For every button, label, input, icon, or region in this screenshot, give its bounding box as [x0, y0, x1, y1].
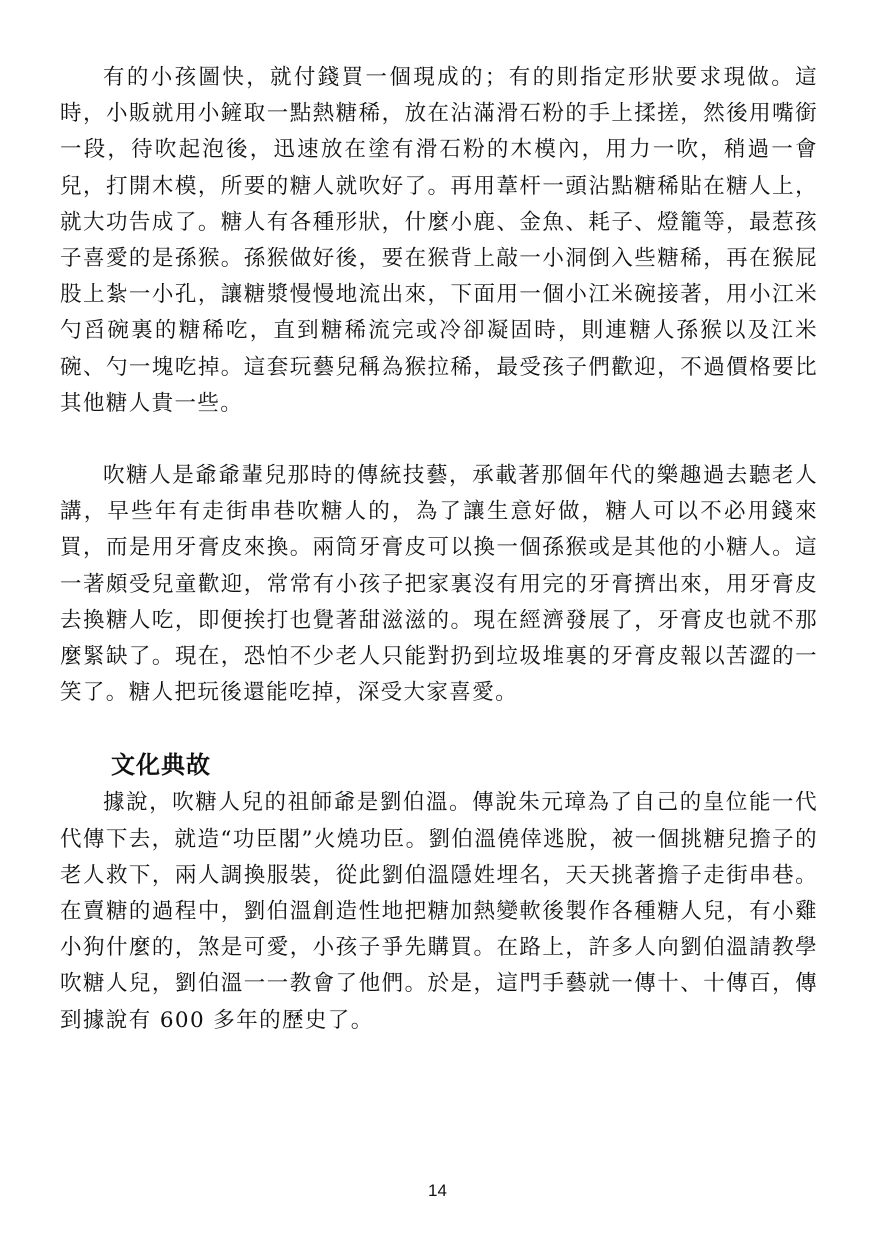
page-number: 14: [428, 1181, 447, 1200]
paragraph-gap: [60, 711, 818, 747]
paragraph-sugar-figures-making: 有的小孩圖快，就付錢買一個現成的；有的則指定形狀要求現做。這時，小販就用小鏟取一點熱糖稀，放在沾滿滑石粉的手上揉搓，然後用嘴銜一段，待吹起泡後，迅速放在塗有滑石粉的木模內，用力一吹，稍過一會兒，打開木模，所要的糖人就吹好了。再用葦杆一頭沾點糖稀貼在糖人上，就大功告成了。糖人有各種形狀，什麼小鹿、金魚、耗子、燈籠等，最惹孩子喜愛的是孫猴。孫猴做好後，要在猴背上敲一小洞倒入些糖稀，再在猴屁股上紮一小孔，讓糖漿慢慢地流出來，下面用一個小江米碗接著，用小江米勺舀碗裏的糖稀吃，直到糖稀流完或冷卻凝固時，則連糖人孫猴以及江米碗、勺一塊吃掉。這套玩藝兒稱為猴拉稀，最受孩子們歡迎，不過價格要比其他糖人貴一些。: [60, 65, 818, 416]
document-body: [60, 60, 818, 1039]
paragraph-cultural-origin: 據說，吹糖人兒的祖師爺是劉伯溫。傳說朱元璋為了自己的皇位能一代代傳下去，就造“功臣閣”火燒功臣。劉伯溫僥倖逃脫，被一個挑糖兒擔子的老人救下，兩人調換服裝，從此劉伯溫隱姓埋名，天天挑著擔子走街串巷。在賣糖的過程中，劉伯溫創造性地把糖加熱變軟後製作各種糖人兒，有小雞小狗什麼的，煞是可愛，小孩子爭先購買。在路上，許多人向劉伯溫請教學吹糖人兒，劉伯溫一一教會了他們。於是，這門手藝就一傳十、十傳百，傳到據說有 600 多年的歷史了。: [60, 790, 818, 1033]
paragraph-gap: [60, 422, 818, 458]
section-heading: 文化典故: [111, 751, 211, 780]
paragraph-toothpaste-exchange: 吹糖人是爺爺輩兒那時的傳統技藝，承載著那個年代的樂趣過去聽老人講，早些年有走街串巷吹糖人的，為了讓生意好做，糖人可以不必用錢來買，而是用牙膏皮來換。兩筒牙膏皮可以換一個孫猴或是其他的小糖人。這一著頗受兒童歡迎，常常有小孩子把家裏沒有用完的牙膏擠出來，用牙膏皮去換糖人吃，即便挨打也覺著甜滋滋的。現在經濟發展了，牙膏皮也就不那麼緊缺了。現在，恐怕不少老人只能對扔到垃圾堆裏的牙膏皮報以苦澀的一笑了。糖人把玩後還能吃掉，深受大家喜愛。: [60, 463, 818, 706]
